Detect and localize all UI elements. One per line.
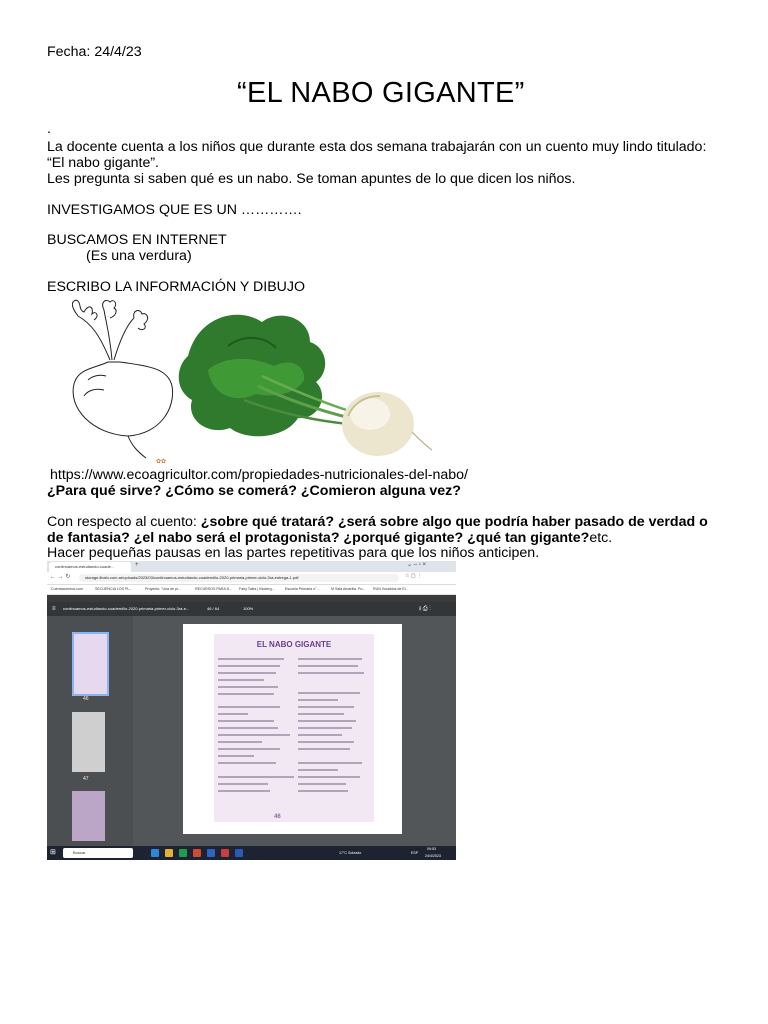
thumbnail-number: 47 — [83, 776, 89, 782]
app-icon[interactable] — [235, 849, 243, 857]
intro-line-1: La docente cuenta a los niños que durante esta dos semana trabajarán con un cuento muy lindo titulado: — [47, 139, 707, 155]
thumbnail-page[interactable] — [72, 632, 109, 696]
bookmark-item[interactable]: RECURSOS PARA D... — [195, 587, 233, 591]
app-icon[interactable] — [193, 849, 201, 857]
source-link[interactable]: https://www.ecoagricultor.com/propiedades-nutricionales-del-nabo/ — [50, 467, 468, 483]
verdura-note: (Es una verdura) — [86, 248, 192, 264]
escribo-heading: ESCRIBO LA INFORMACIÓN Y DIBUJO — [47, 279, 306, 295]
story-title: EL NABO GIGANTE — [256, 640, 332, 649]
cuento-line-1 — [47, 514, 708, 531]
windows-taskbar — [47, 846, 456, 860]
browser-tab[interactable]: continuamos-estudiando-cuade... — [49, 562, 131, 572]
bookmark-item[interactable]: RUN Vocablos de El... — [373, 587, 409, 591]
questions-line: ¿Para qué sirve? ¿Cómo se comerá? ¿Comieron alguna vez? — [47, 483, 461, 499]
date-line: Fecha: 24/4/23 — [47, 44, 142, 60]
url-field[interactable]: storage.libalo.com.ar/uploads/2023/03/continuamos-estudiando-cuadernillo-2020-primaria-primer-ciclo-3ra-entrega-1.pdf — [79, 574, 399, 582]
intro-line-2: “El nabo gigante”. — [47, 155, 159, 171]
bookmark-item[interactable]: SECUENCIA LOS PL... — [95, 587, 133, 591]
window-controls[interactable]: ⌄ – ▫ × — [407, 562, 426, 568]
buscamos-heading: BUSCAMOS EN INTERNET — [47, 232, 227, 248]
bookmark-item[interactable]: Proyecto: "Una de pi... — [145, 587, 181, 591]
pdf-viewer — [133, 616, 456, 846]
thumbnail-page[interactable] — [72, 712, 105, 772]
address-bar — [47, 572, 456, 585]
intro-line-3: Les pregunta si saben qué es un nabo. Se toman apuntes de lo que dicen los niños. — [47, 171, 576, 187]
browser-tab-bar — [47, 561, 456, 572]
turnip-photo — [179, 315, 432, 456]
cuento-suffix: etc. — [589, 530, 613, 546]
nav-arrows-icon[interactable]: ← → ↻ — [50, 574, 71, 580]
thumbnail-page[interactable] — [72, 791, 105, 841]
clock-time[interactable]: 09:53 — [427, 847, 436, 851]
app-icon[interactable] — [207, 849, 215, 857]
investigamos-heading: INVESTIGAMOS QUE ES UN …………. — [47, 202, 302, 218]
watermark-mark: ✿✿ — [156, 459, 167, 465]
bookmark-item[interactable]: Cuentacuentos.com — [51, 587, 83, 591]
clock-date[interactable]: 24/4/2023 — [425, 854, 441, 858]
thumbnail-number: 46 — [83, 696, 89, 702]
page-counter[interactable]: 46 / 64 — [207, 606, 220, 611]
windows-start-icon[interactable]: ⊞ — [50, 849, 56, 856]
new-tab-icon[interactable]: + — [135, 562, 139, 568]
download-print-icon[interactable]: ⭳ ⎙ ⋮ — [419, 606, 431, 612]
cuento-bold-2: de fantasia? ¿el nabo será el protagonista? ¿porqué gigante? ¿qué tan gigante? — [47, 530, 590, 546]
pdf-page — [183, 624, 402, 834]
app-icon[interactable] — [221, 849, 229, 857]
app-icon[interactable] — [151, 849, 159, 857]
page-title: “EL NABO GIGANTE” — [237, 77, 525, 109]
language-indicator[interactable]: ESP — [411, 851, 419, 855]
taskbar-search[interactable]: Buscar — [63, 848, 133, 858]
story-page-number: 46 — [274, 814, 281, 820]
bookmark-item[interactable]: Fairy Tales | Kinderg... — [239, 587, 275, 591]
bookmark-item[interactable]: Escuela Primaria n°... — [285, 587, 320, 591]
thumbnail-panel — [47, 616, 133, 846]
browser-actions-icon[interactable]: ☆ ▢ ⋮ — [405, 573, 422, 579]
app-icon[interactable] — [165, 849, 173, 857]
cuento-bold-1: ¿sobre qué tratará? ¿será sobre algo que podría haber pasado de verdad o — [200, 514, 708, 530]
story-panel — [214, 634, 374, 822]
turnip-drawing-illustration — [48, 296, 438, 468]
pausas-line: Hacer pequeñas pausas en las partes repetitivas para que los niños anticipen. — [47, 545, 540, 561]
dot-mark: . — [47, 121, 51, 137]
zoom-level[interactable]: 100% — [243, 606, 254, 611]
cuento-prefix: Con respecto al cuento: — [47, 514, 201, 530]
menu-icon[interactable]: ≡ — [52, 606, 56, 612]
bookmark-item[interactable]: M Sala Amarilla. Po... — [331, 587, 366, 591]
pdf-toolbar — [47, 602, 456, 616]
turnip-images — [48, 296, 438, 468]
bookmarks-bar — [47, 585, 456, 595]
browser-screenshot — [47, 561, 456, 860]
pdf-file-name: continuamos-estudiando-cuadernillo-2020-primaria-primer-ciclo-3ra-e... — [63, 606, 190, 611]
app-icon[interactable] — [179, 849, 187, 857]
spacer-strip — [47, 595, 456, 602]
weather-readout[interactable]: 17°C Soleado — [339, 851, 362, 855]
